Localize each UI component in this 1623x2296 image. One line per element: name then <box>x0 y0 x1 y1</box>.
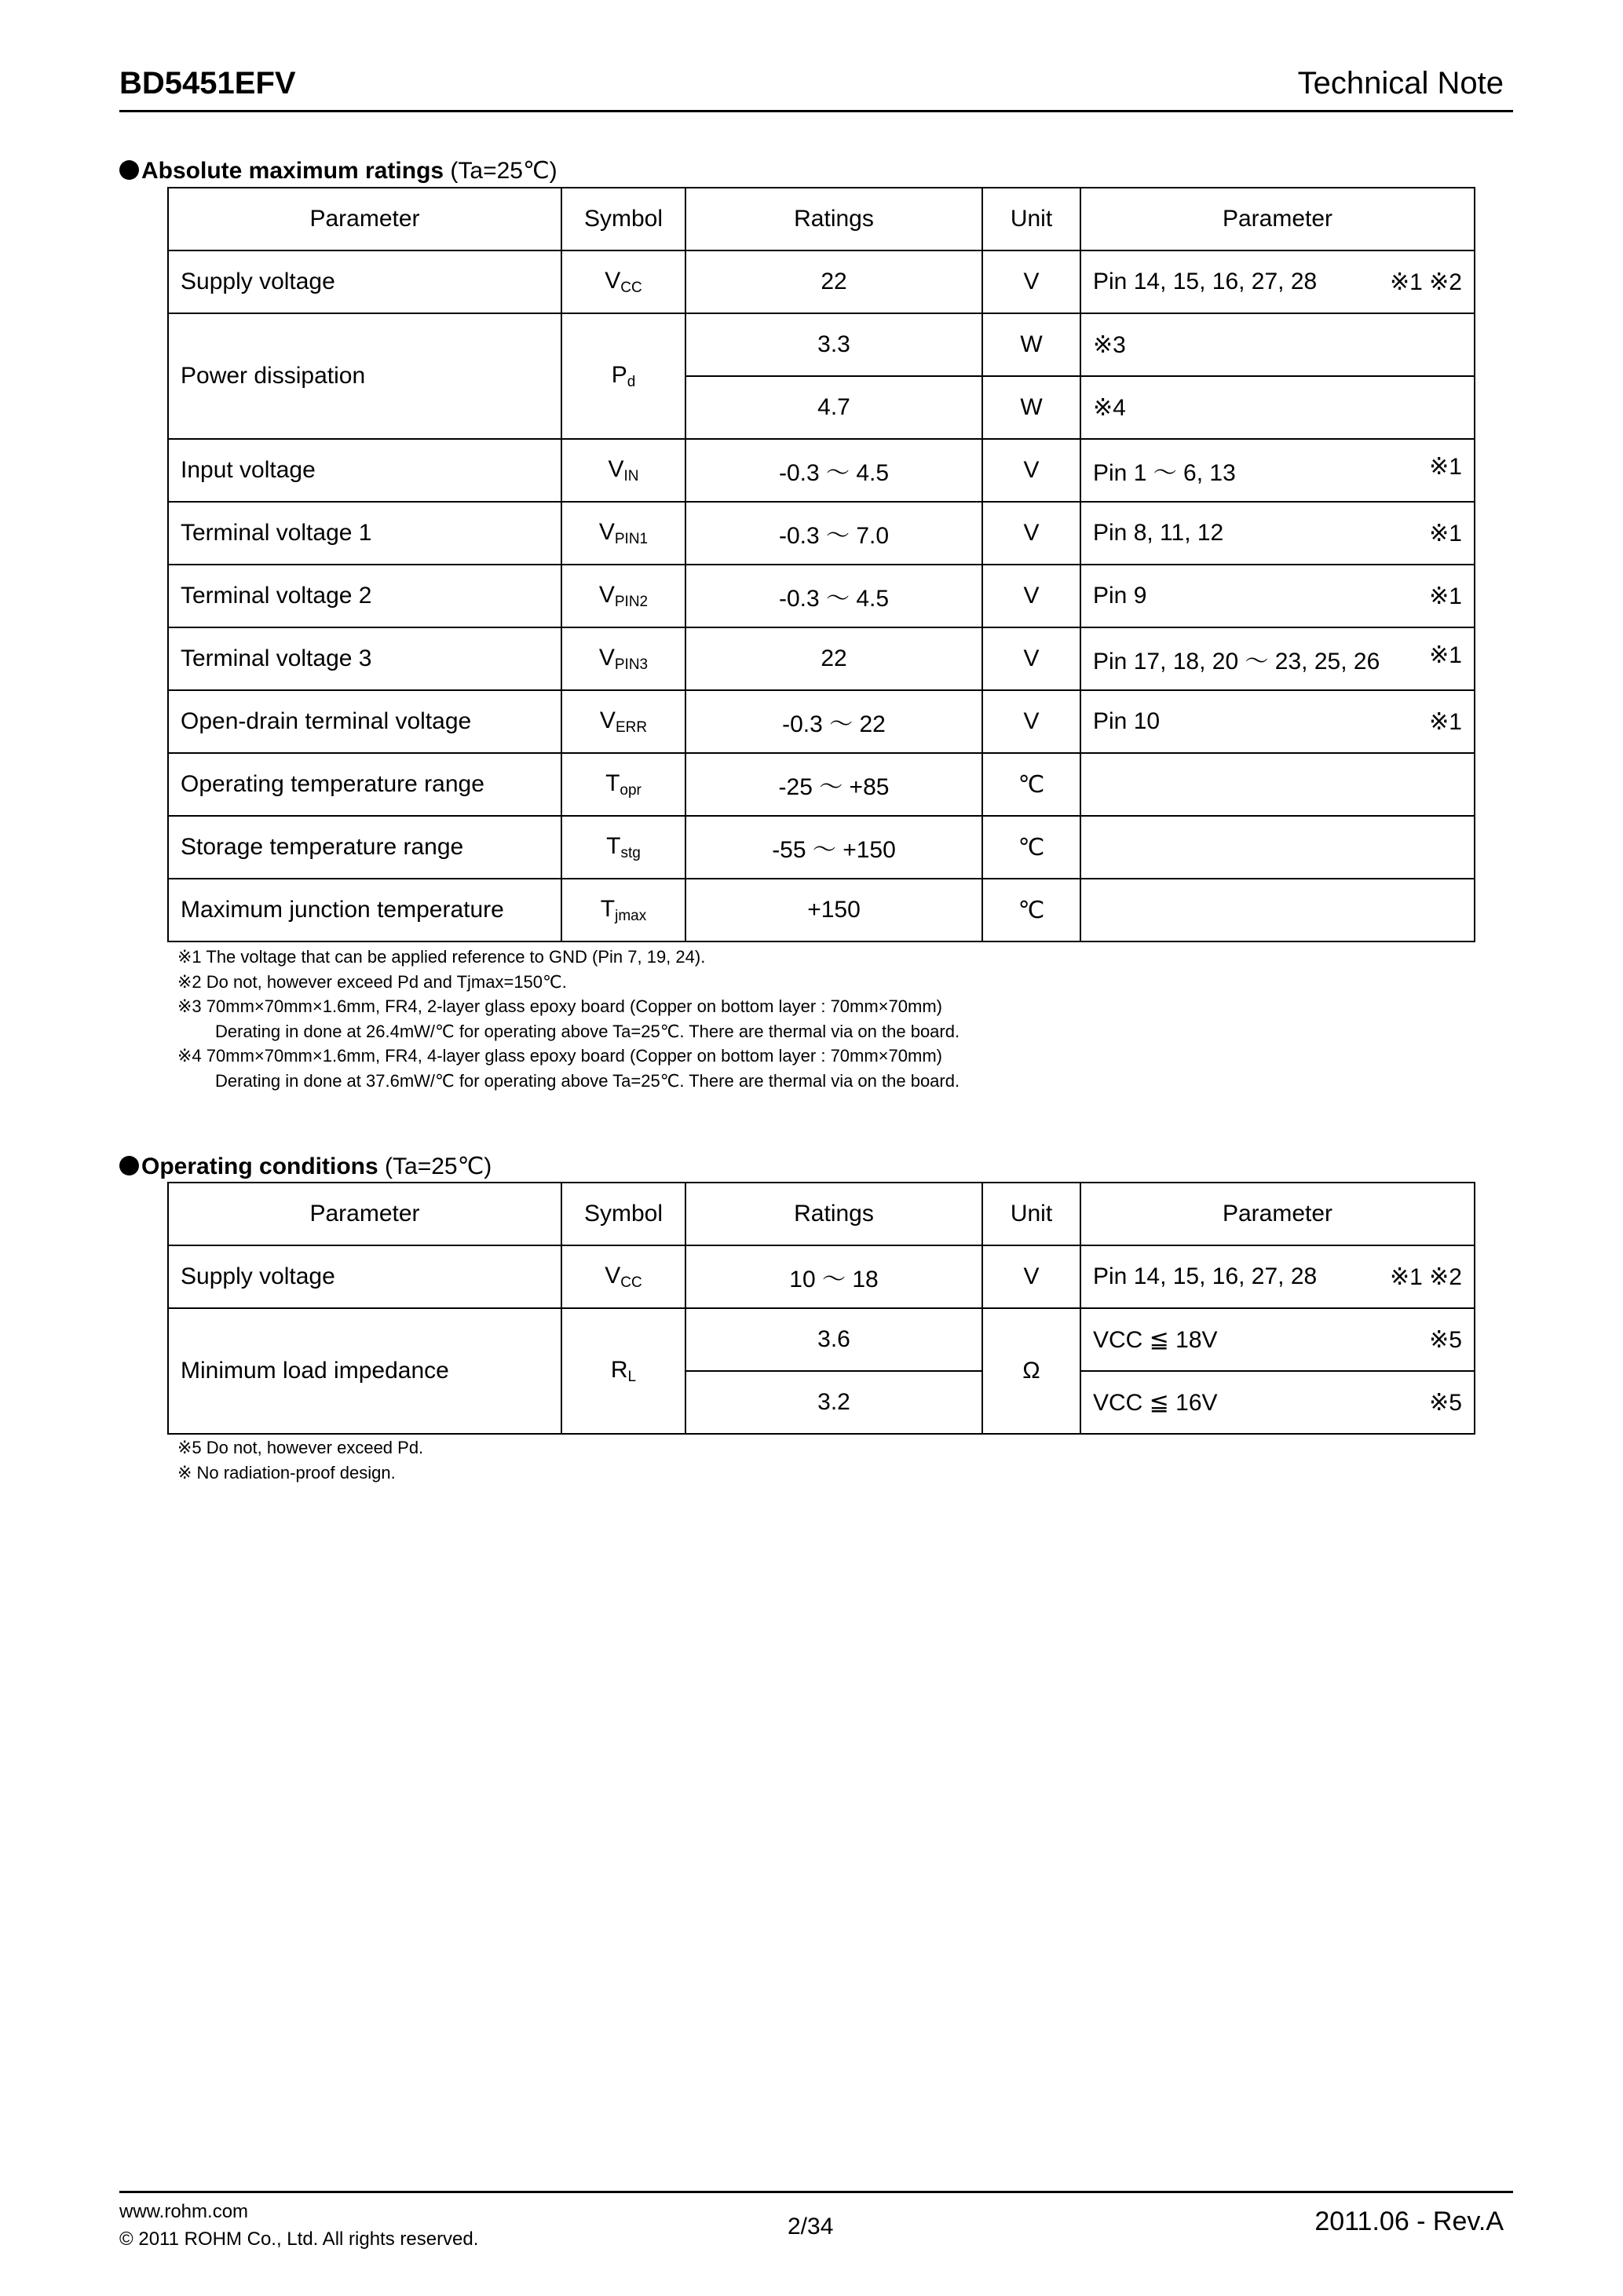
op-cond-heading <box>119 1153 492 1180</box>
unit-cell: ℃ <box>982 816 1080 879</box>
rating-cell: +150 <box>685 879 982 941</box>
table-header-row <box>168 188 1475 250</box>
footnote: ※3 70mm×70mm×1.6mm, FR4, 2-layer glass epoxy board (Copper on bottom layer : 70mm×70mm) <box>177 996 942 1016</box>
footnote: Derating in done at 26.4mW/℃ for operating above Ta=25℃. There are thermal via on the board. <box>215 1021 960 1041</box>
table-row <box>168 313 1475 376</box>
header-unit: Unit <box>982 188 1080 250</box>
rating-cell: 22 <box>685 250 982 313</box>
bullet-icon <box>119 160 139 180</box>
remark-cell: Pin 17, 18, 20 ～ 23, 25, 26 ※1 <box>1080 627 1475 690</box>
symbol-cell: $T_{stg}$ <box>561 816 685 879</box>
remark-cell: VCC ≦ 16V ※5 <box>1080 1371 1475 1434</box>
table-row <box>168 879 1475 941</box>
rating-cell: -55 ～ +150 <box>685 816 982 879</box>
remark-cell: Pin 9 ※1 <box>1080 565 1475 627</box>
unit-cell: V <box>982 1245 1080 1308</box>
remark-cell: Pin 10 ※1 <box>1080 690 1475 753</box>
param-cell: Terminal voltage 1 <box>168 502 561 565</box>
op-cond-notes <box>177 1435 423 1485</box>
symbol-cell: $V_{CC}$ <box>561 1245 685 1308</box>
rating-cell: 10 ～ 18 <box>685 1245 982 1308</box>
unit-cell: V <box>982 690 1080 753</box>
unit-cell: V <box>982 627 1080 690</box>
table-row <box>168 1308 1475 1371</box>
remark-cell <box>1080 816 1475 879</box>
table-row <box>168 439 1475 502</box>
rating-cell: -0.3 ～ 7.0 <box>685 502 982 565</box>
rating-cell: -0.3 ～ 4.5 <box>685 439 982 502</box>
remark-cell: ※4 <box>1080 376 1475 439</box>
header-symbol: Symbol <box>561 188 685 250</box>
header-ratings: Ratings <box>685 188 982 250</box>
abs-max-condition: (Ta=25℃) <box>450 158 557 184</box>
param-cell: Maximum junction temperature <box>168 879 561 941</box>
symbol-cell: $V_{PIN3}$ <box>561 627 685 690</box>
footnote: ※2 Do not, however exceed Pd and Tjmax=150℃. <box>177 971 567 992</box>
abs-max-heading <box>119 157 557 185</box>
document-type: Technical Note <box>1297 66 1504 101</box>
header-ratings: Ratings <box>685 1183 982 1245</box>
abs-max-title: Absolute maximum ratings <box>141 158 444 184</box>
remark-cell: Pin 14, 15, 16, 27, 28 ※1 ※2 <box>1080 1245 1475 1308</box>
table-row <box>168 816 1475 879</box>
remark-cell <box>1080 879 1475 941</box>
header-remark: Parameter <box>1080 188 1475 250</box>
table-row <box>168 753 1475 816</box>
abs-max-table <box>167 187 1475 942</box>
header-unit: Unit <box>982 1183 1080 1245</box>
rating-cell: -25 ～ +85 <box>685 753 982 816</box>
param-cell: Input voltage <box>168 439 561 502</box>
unit-cell: ℃ <box>982 753 1080 816</box>
remark-cell: Pin 14, 15, 16, 27, 28 ※1 ※2 <box>1080 250 1475 313</box>
symbol-cell: $T_{opr}$ <box>561 753 685 816</box>
param-cell: Supply voltage <box>168 250 561 313</box>
rating-cell: -0.3 ～ 22 <box>685 690 982 753</box>
rating-cell: -0.3 ～ 4.5 <box>685 565 982 627</box>
rating-cell: 3.6 <box>685 1308 982 1371</box>
param-cell: Operating temperature range <box>168 753 561 816</box>
param-cell: Open-drain terminal voltage <box>168 690 561 753</box>
op-cond-title: Operating conditions <box>141 1153 378 1179</box>
unit-cell: Ω <box>982 1308 1080 1434</box>
symbol-cell: $T_{jmax}$ <box>561 879 685 941</box>
symbol-cell: $V_{IN}$ <box>561 439 685 502</box>
unit-cell: V <box>982 502 1080 565</box>
remark-cell: VCC ≦ 18V ※5 <box>1080 1308 1475 1371</box>
symbol-cell: $V_{PIN2}$ <box>561 565 685 627</box>
table-row <box>168 502 1475 565</box>
remark-cell <box>1080 753 1475 816</box>
remark-cell: Pin 8, 11, 12 ※1 <box>1080 502 1475 565</box>
footer-copyright: © 2011 ROHM Co., Ltd. All rights reserved. <box>119 2228 479 2250</box>
remark-cell: Pin 1 ～ 6, 13 ※1 <box>1080 439 1475 502</box>
header-remark: Parameter <box>1080 1183 1475 1245</box>
symbol-cell: $V_{CC}$ <box>561 250 685 313</box>
param-cell: Minimum load impedance <box>168 1308 561 1434</box>
header-symbol: Symbol <box>561 1183 685 1245</box>
symbol-cell: $R_L$ <box>561 1308 685 1434</box>
header-parameter: Parameter <box>168 1183 561 1245</box>
remark-cell: ※3 <box>1080 313 1475 376</box>
op-cond-condition: (Ta=25℃) <box>385 1153 492 1179</box>
table-row <box>168 627 1475 690</box>
unit-cell: V <box>982 565 1080 627</box>
footnote: ※5 Do not, however exceed Pd. <box>177 1438 424 1457</box>
page-number: 2/34 <box>788 2214 834 2239</box>
symbol-cell: $P_d$ <box>561 313 685 439</box>
unit-cell: V <box>982 250 1080 313</box>
param-cell: Storage temperature range <box>168 816 561 879</box>
param-cell: Terminal voltage 3 <box>168 627 561 690</box>
param-cell: Supply voltage <box>168 1245 561 1308</box>
footnote: ※4 70mm×70mm×1.6mm, FR4, 4-layer glass epoxy board (Copper on bottom layer : 70mm×70mm) <box>177 1046 942 1066</box>
header-divider <box>119 110 1513 112</box>
footnote: ※ No radiation-proof design. <box>177 1462 396 1483</box>
symbol-cell: $V_{ERR}$ <box>561 690 685 753</box>
unit-cell: ℃ <box>982 879 1080 941</box>
unit-cell: V <box>982 439 1080 502</box>
rating-cell: 4.7 <box>685 376 982 439</box>
footer-divider <box>119 2191 1513 2193</box>
bullet-icon <box>119 1156 139 1175</box>
rating-cell: 3.3 <box>685 313 982 376</box>
unit-cell: W <box>982 313 1080 376</box>
rating-cell: 3.2 <box>685 1371 982 1434</box>
param-cell: Terminal voltage 2 <box>168 565 561 627</box>
param-cell: Power dissipation <box>168 313 561 439</box>
revision: 2011.06 - Rev.A <box>1314 2206 1504 2236</box>
table-row <box>168 565 1475 627</box>
unit-cell: W <box>982 376 1080 439</box>
abs-max-notes <box>177 945 960 1093</box>
op-cond-table <box>167 1182 1475 1435</box>
part-number: BD5451EFV <box>119 66 296 101</box>
rating-cell: 22 <box>685 627 982 690</box>
footer-url[interactable]: www.rohm.com <box>119 2201 249 2222</box>
header-parameter: Parameter <box>168 188 561 250</box>
table-header-row <box>168 1183 1475 1245</box>
footnote: Derating in done at 37.6mW/℃ for operating above Ta=25℃. There are thermal via on the board. <box>215 1070 960 1091</box>
footnote: ※1 The voltage that can be applied reference to GND (Pin 7, 19, 24). <box>177 947 706 967</box>
table-row <box>168 250 1475 313</box>
table-row <box>168 1245 1475 1308</box>
table-row <box>168 690 1475 753</box>
symbol-cell: $V_{PIN1}$ <box>561 502 685 565</box>
